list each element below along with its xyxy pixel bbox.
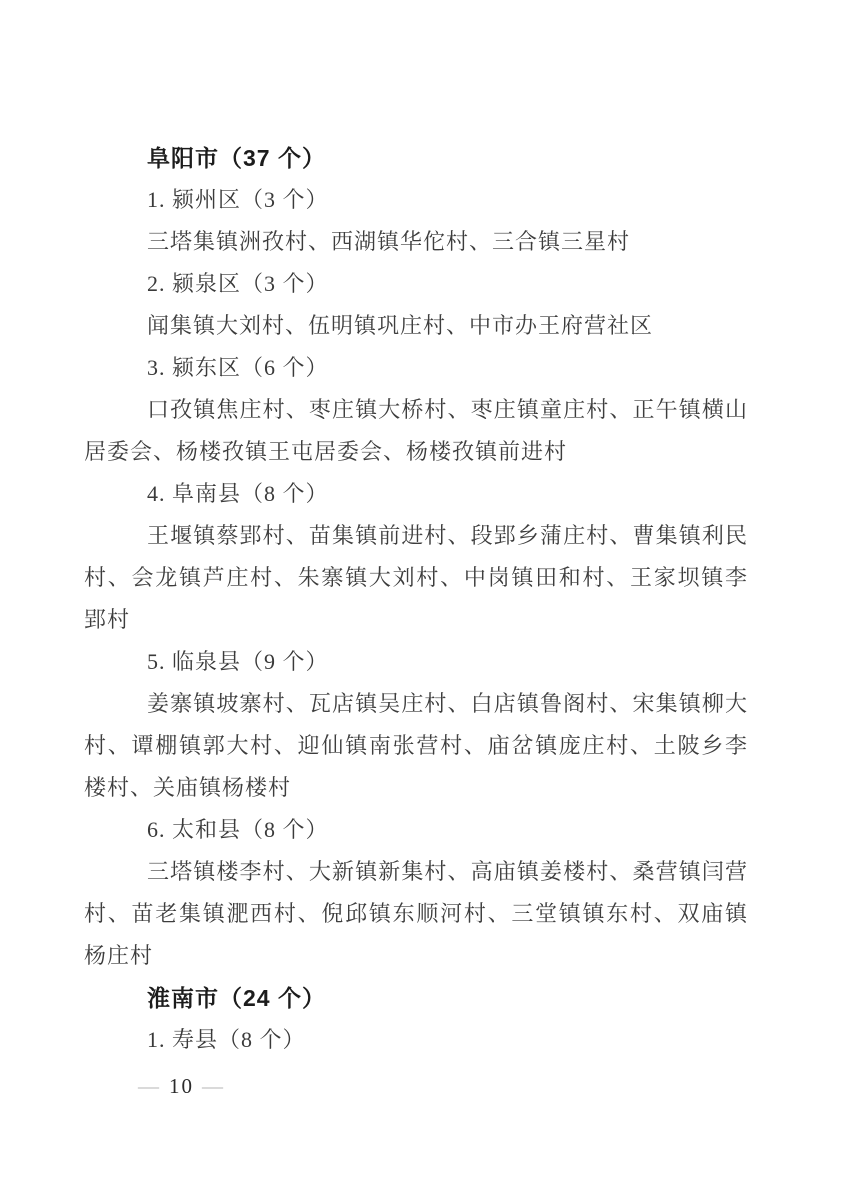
village-list-taihe: 三塔镇楼李村、大新镇新集村、高庙镇姜楼村、桑营镇闫营村、苗老集镇淝西村、倪邱镇东顺河村、三堂镇镇东村、双庙镇杨庄村 [84, 859, 748, 968]
page-number-value: 10 [169, 1074, 194, 1098]
entry-heading-yingdong: 3. 颍东区（6 个） [147, 355, 329, 380]
page-number-dash-right: — [202, 1074, 225, 1098]
page-number [130, 1074, 233, 1099]
city-heading-huainan: 淮南市（24 个） [147, 985, 326, 1011]
entry-heading-funan: 4. 阜南县（8 个） [147, 481, 329, 506]
entry-heading-shouxian: 1. 寿县（8 个） [147, 1027, 306, 1052]
entry-heading-yingzhou: 1. 颍州区（3 个） [147, 187, 329, 212]
entry-heading-taihe: 6. 太和县（8 个） [147, 817, 329, 842]
village-list-yingzhou: 三塔集镇洲孜村、西湖镇华佗村、三合镇三星村 [147, 229, 631, 254]
entry-heading-linquan: 5. 临泉县（9 个） [147, 649, 329, 674]
village-list-funan: 王堰镇蔡郢村、苗集镇前进村、段郢乡蒲庄村、曹集镇利民村、会龙镇芦庄村、朱寨镇大刘村、中岗镇田和村、王家坝镇李郢村 [84, 523, 748, 632]
entry-heading-yingquan: 2. 颍泉区（3 个） [147, 271, 329, 296]
page-number-dash-left: — [138, 1074, 161, 1098]
village-list-yingdong: 口孜镇焦庄村、枣庄镇大桥村、枣庄镇童庄村、正午镇横山居委会、杨楼孜镇王屯居委会、杨楼孜镇前进村 [84, 397, 748, 464]
village-list-yingquan: 闻集镇大刘村、伍明镇巩庄村、中市办王府营社区 [147, 313, 654, 338]
city-heading-fuyang: 阜阳市（37 个） [147, 145, 326, 171]
village-list-linquan: 姜寨镇坡寨村、瓦店镇吴庄村、白店镇鲁阁村、宋集镇柳大村、谭棚镇郭大村、迎仙镇南张营村、庙岔镇庞庄村、土陂乡李楼村、关庙镇杨楼村 [84, 691, 748, 800]
document-content [84, 137, 748, 1061]
